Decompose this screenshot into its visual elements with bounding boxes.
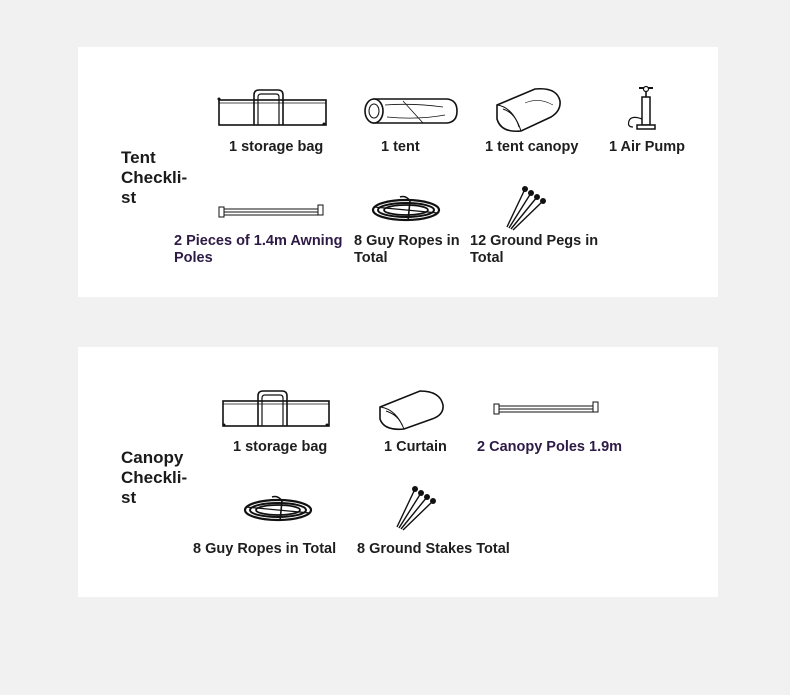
item-label: 2 Canopy Poles 1.9m bbox=[477, 439, 623, 455]
title-line: st bbox=[121, 488, 137, 507]
item-label: 8 Ground Stakes Total bbox=[357, 541, 510, 557]
title-line: Checkli- bbox=[121, 168, 188, 187]
poles-icon bbox=[219, 203, 325, 219]
item-label: 1 Air Pump bbox=[609, 139, 686, 155]
ground-pegs-icon bbox=[503, 185, 549, 231]
item-label: 1 tent canopy bbox=[485, 139, 579, 155]
title-line: st bbox=[121, 188, 137, 207]
storage-bag-icon bbox=[218, 87, 328, 129]
item-label: 8 Guy Ropes in Total bbox=[193, 541, 337, 557]
item-label: 1 storage bag bbox=[229, 139, 324, 155]
guy-ropes-icon bbox=[370, 195, 442, 225]
poles-icon bbox=[494, 401, 600, 417]
title-line: Tent bbox=[121, 148, 156, 167]
item-label: 2 Pieces of 1.4m Awning Poles bbox=[174, 233, 343, 266]
rolled-tent-icon bbox=[363, 95, 459, 127]
item-label: 1 Curtain bbox=[384, 439, 447, 455]
item-label: 12 Ground Pegs in Total bbox=[470, 233, 599, 266]
canopy-checklist-title bbox=[121, 448, 187, 508]
air-pump-icon bbox=[623, 85, 663, 131]
tent-checklist-title bbox=[121, 148, 187, 208]
folded-canopy-icon bbox=[495, 87, 563, 135]
guy-ropes-icon bbox=[242, 495, 314, 525]
item-label: 1 storage bag bbox=[233, 439, 328, 455]
folded-curtain-icon bbox=[378, 389, 446, 433]
ground-stakes-icon bbox=[393, 485, 439, 531]
storage-bag-icon bbox=[222, 389, 332, 429]
title-line: Canopy bbox=[121, 448, 184, 467]
tent-checklist-card bbox=[78, 47, 718, 297]
item-label: 1 tent bbox=[381, 139, 420, 155]
item-label: 8 Guy Ropes in Total bbox=[354, 233, 460, 266]
title-line: Checkli- bbox=[121, 468, 188, 487]
canopy-checklist-card bbox=[78, 347, 718, 597]
